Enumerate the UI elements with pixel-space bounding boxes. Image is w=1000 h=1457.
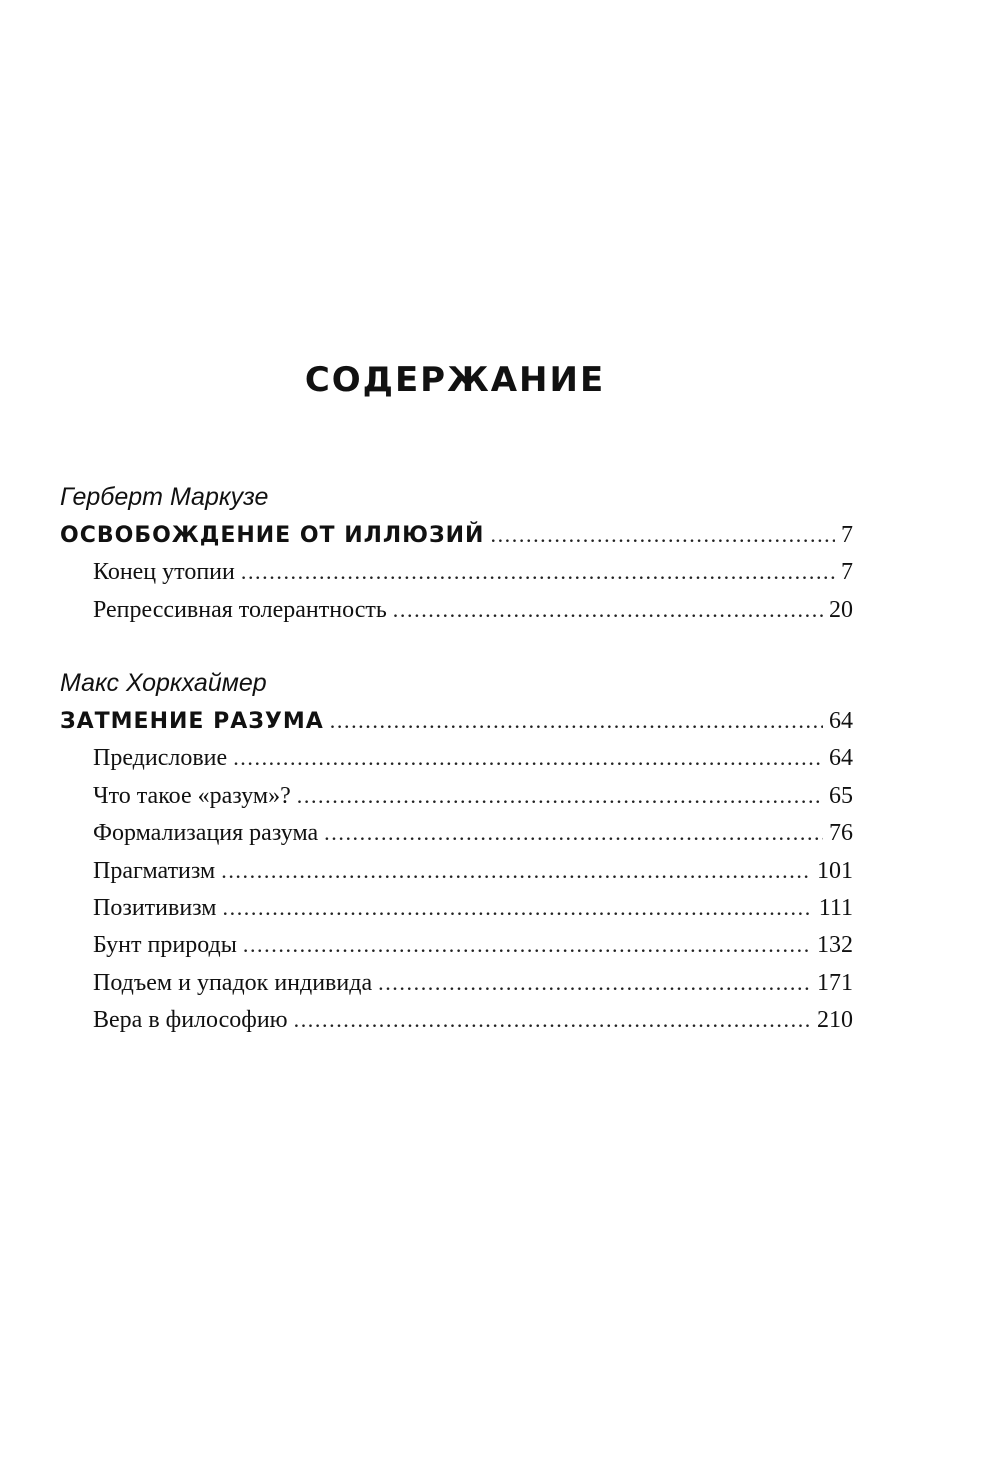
toc-part-title: ОСВОБОЖДЕНИЕ ОТ ИЛЛЮЗИЙ — [60, 523, 485, 548]
toc-page-number: 210 — [817, 1007, 853, 1034]
dot-leader — [241, 553, 835, 590]
dot-leader — [233, 739, 823, 776]
toc-part-title: ЗАТМЕНИЕ РАЗУМА — [60, 709, 324, 734]
toc-chapter-entry — [60, 964, 853, 1001]
toc-chapter-entry — [60, 591, 853, 628]
dot-leader — [294, 1001, 811, 1038]
toc-page-number: 101 — [817, 857, 853, 884]
toc-page-number: 132 — [817, 932, 853, 959]
toc-chapter-title: Конец утопии — [93, 559, 235, 586]
dot-leader — [324, 814, 823, 851]
dot-leader — [378, 964, 811, 1001]
dot-leader — [490, 516, 835, 553]
toc-chapter-title: Что такое «разум»? — [93, 782, 291, 809]
toc-page-number: 111 — [818, 894, 853, 921]
toc-chapter-title: Репрессивная толерантность — [93, 596, 387, 623]
toc-page-number: 64 — [829, 708, 853, 734]
author-name: Герберт Маркузе — [60, 483, 269, 511]
toc-part-entry — [60, 516, 853, 553]
dot-leader — [330, 702, 823, 739]
toc-chapter-entry — [60, 889, 853, 926]
toc-chapter-title: Формализация разума — [93, 820, 319, 847]
dot-leader — [221, 852, 811, 889]
toc-chapter-title: Бунт природы — [93, 932, 237, 959]
toc-chapter-entry — [60, 777, 853, 814]
author-name: Макс Хоркхаймер — [60, 669, 267, 697]
toc-chapter-entry — [60, 739, 853, 776]
toc-section-marcuse — [60, 478, 853, 628]
toc-page-number: 65 — [829, 782, 853, 809]
toc-chapter-entry — [60, 814, 853, 851]
dot-leader — [297, 777, 823, 814]
toc-chapter-entry — [60, 926, 853, 963]
toc-page-number: 171 — [817, 969, 853, 996]
toc-page-number: 20 — [829, 596, 853, 623]
toc-page-number: 7 — [841, 559, 853, 586]
toc-chapter-entry — [60, 1001, 853, 1038]
toc-section-horkheimer — [60, 664, 853, 1039]
page-title: СОДЕРЖАНИЕ — [304, 360, 606, 400]
toc-page-number: 64 — [829, 745, 853, 772]
toc-chapter-title: Вера в философию — [93, 1007, 288, 1034]
toc-chapter-entry — [60, 553, 853, 590]
toc-chapter-title: Прагматизм — [93, 857, 216, 884]
toc-chapter-title: Позитивизм — [93, 894, 217, 921]
dot-leader — [243, 926, 811, 963]
toc-chapter-entry — [60, 852, 853, 889]
dot-leader — [223, 889, 813, 926]
toc-chapter-title: Предисловие — [93, 745, 228, 772]
toc-chapter-title: Подъем и упадок индивида — [93, 969, 373, 996]
toc-part-entry — [60, 702, 853, 739]
dot-leader — [393, 591, 823, 628]
toc-page-number: 76 — [829, 820, 853, 847]
toc-page-number: 7 — [841, 522, 853, 548]
